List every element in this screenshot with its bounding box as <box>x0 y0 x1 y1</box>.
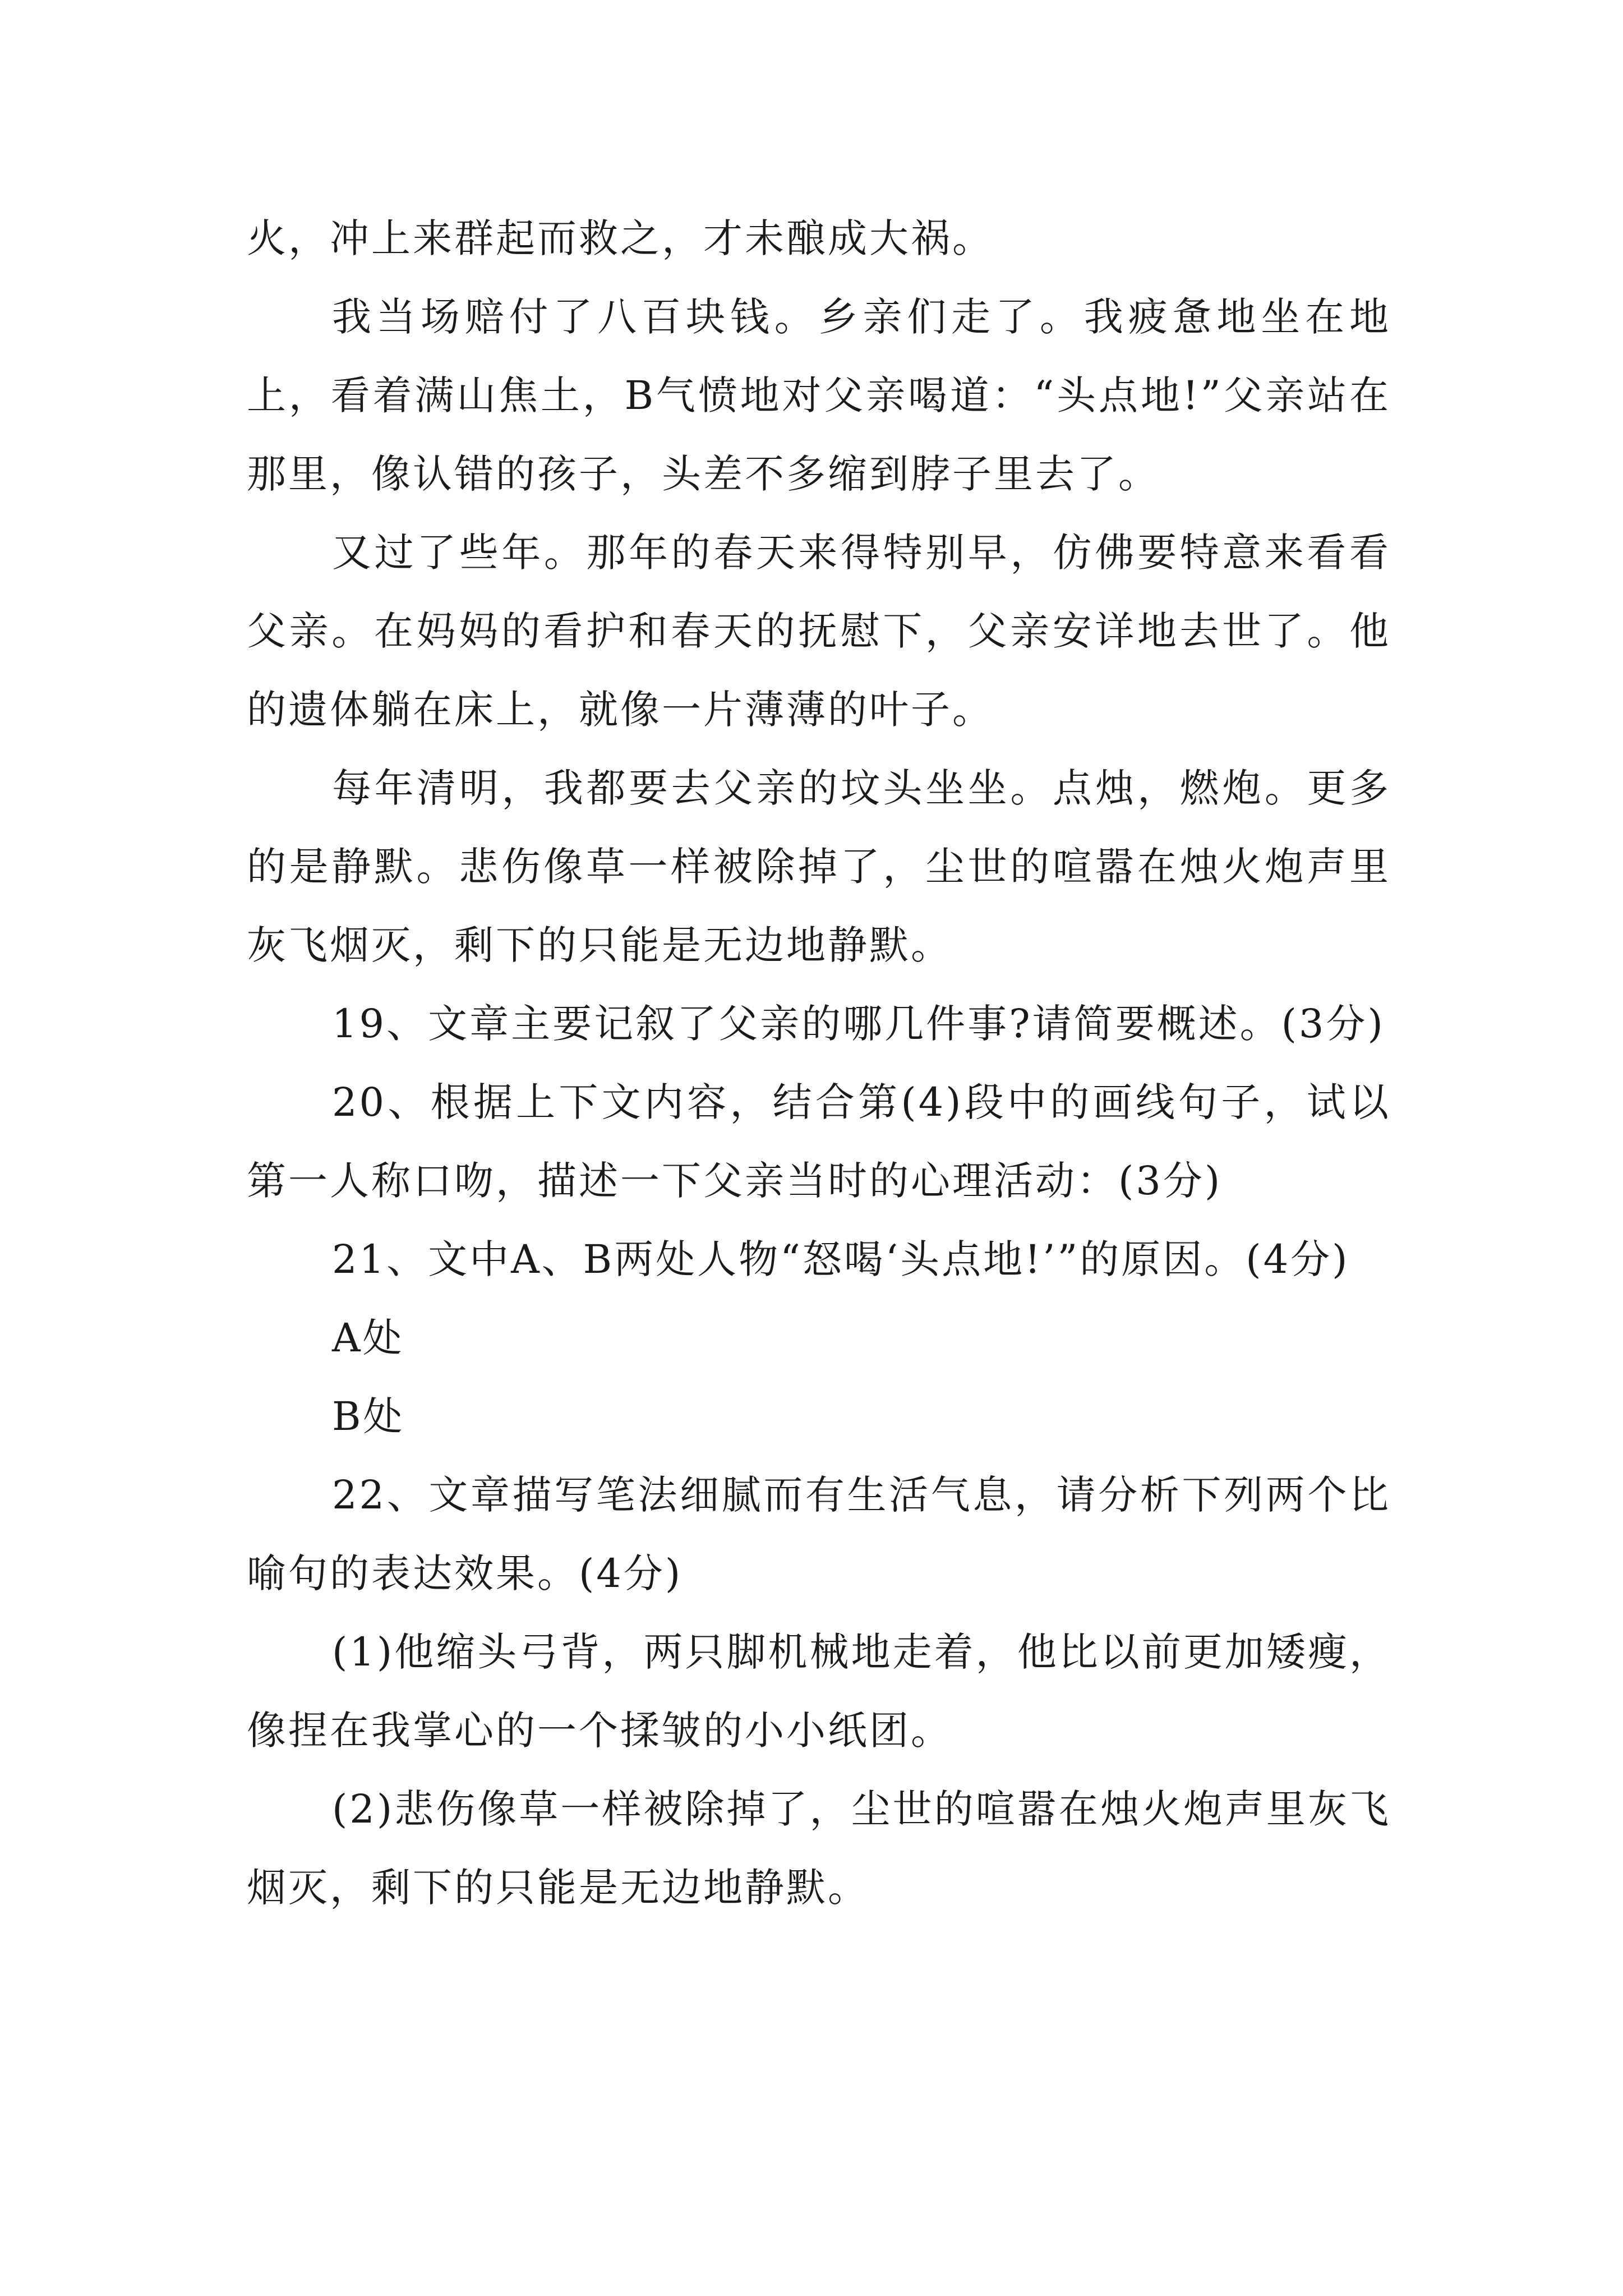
question-22-sentence-2: (2)悲伤像草一样被除掉了，尘世的喧嚣在烛火炮声里灰飞烟灭，剩下的只能是无边地静默。 <box>247 1786 1391 1911</box>
question-19: 19、文章主要记叙了父亲的哪几件事?请简要概述。(3分) <box>332 1001 1385 1047</box>
passage-paragraph-1: 火，冲上来群起而救之，才未酿成大祸。 <box>247 215 994 261</box>
passage-paragraph-3: 又过了些年。那年的春天来得特别早，仿佛要特意来看看父亲。在妈妈的看护和春天的抚慰下，父亲安详地去世了。他的遗体躺在床上，就像一片薄薄的叶子。 <box>247 530 1391 733</box>
question-20: 20、根据上下文内容，结合第(4)段中的画线句子，试以第一人称口吻，描述一下父亲当时的心理活动：(3分) <box>247 1079 1391 1204</box>
passage-paragraph-4: 每年清明，我都要去父亲的坟头坐坐。点烛，燃炮。更多的是静默。悲伤像草一样被除掉了，尘世的喧嚣在烛火炮声里灰飞烟灭，剩下的只能是无边地静默。 <box>247 765 1391 968</box>
document-page <box>247 199 1391 1927</box>
passage-paragraph-2: 我当场赔付了八百块钱。乡亲们走了。我疲惫地坐在地上，看着满山焦土，B气愤地对父亲喝道：“头点地!”父亲站在那里，像认错的孩子，头差不多缩到脖子里去了。 <box>247 294 1391 497</box>
question-21-part-a: A处 <box>332 1315 404 1361</box>
question-21: 21、文中A、B两处人物“怒喝‘头点地!’”的原因。(4分) <box>332 1236 1350 1282</box>
question-21-part-b: B处 <box>332 1393 405 1439</box>
question-22-sentence-1: (1)他缩头弓背，两只脚机械地走着，他比以前更加矮瘦，像捏在我掌心的一个揉皱的小小纸团。 <box>247 1629 1391 1754</box>
question-22: 22、文章描写笔法细腻而有生活气息，请分析下列两个比喻句的表达效果。(4分) <box>247 1472 1391 1596</box>
